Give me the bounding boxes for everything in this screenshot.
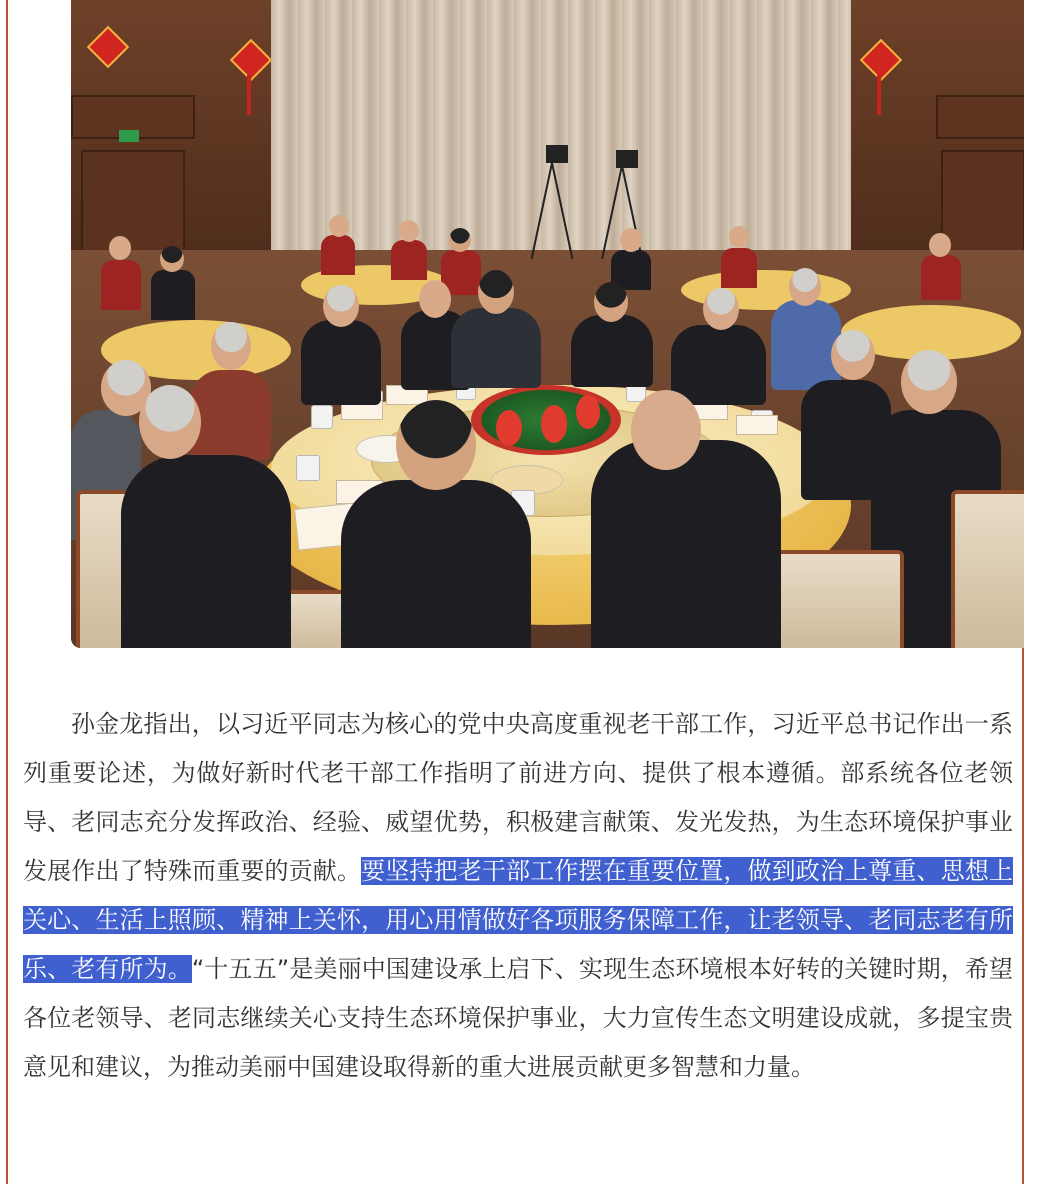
banquet-photo (71, 0, 1024, 648)
article-text-after-highlight: “十五五”是美丽中国建设承上启下、实现生态环境根本好转的关键时期，希望各位老领导、老同志继续关心支持生态环境保护事业，大力宣传生态文明建设成就，多提宝贵意见和建议，为推动美丽中国建设取得新的重大进展贡献更多智慧和力量。 (23, 955, 1013, 1081)
article-paragraph (23, 700, 1013, 1092)
article-highlighted-text[interactable]: 要坚持把老干部工作摆在重要位置，做到政治上尊重、思想上关心、生活上照顾、精神上关怀，用心用情做好各项服务保障工作，让老领导、老同志老有所乐、老有所为。 (23, 857, 1014, 983)
left-border-line (6, 0, 8, 1184)
article-text-before-highlight: 孙金龙指出，以习近平同志为核心的党中央高度重视老干部工作，习近平总书记作出一系列重要论述，为做好新时代老干部工作指明了前进方向、提供了根本遵循。部系统各位老领导、老同志充分发挥政治、经验、威望优势，积极建言献策、发光发热，为生态环境保护事业发展作出了特殊而重要的贡献。 (23, 710, 1013, 885)
right-border-line (1022, 648, 1024, 1184)
